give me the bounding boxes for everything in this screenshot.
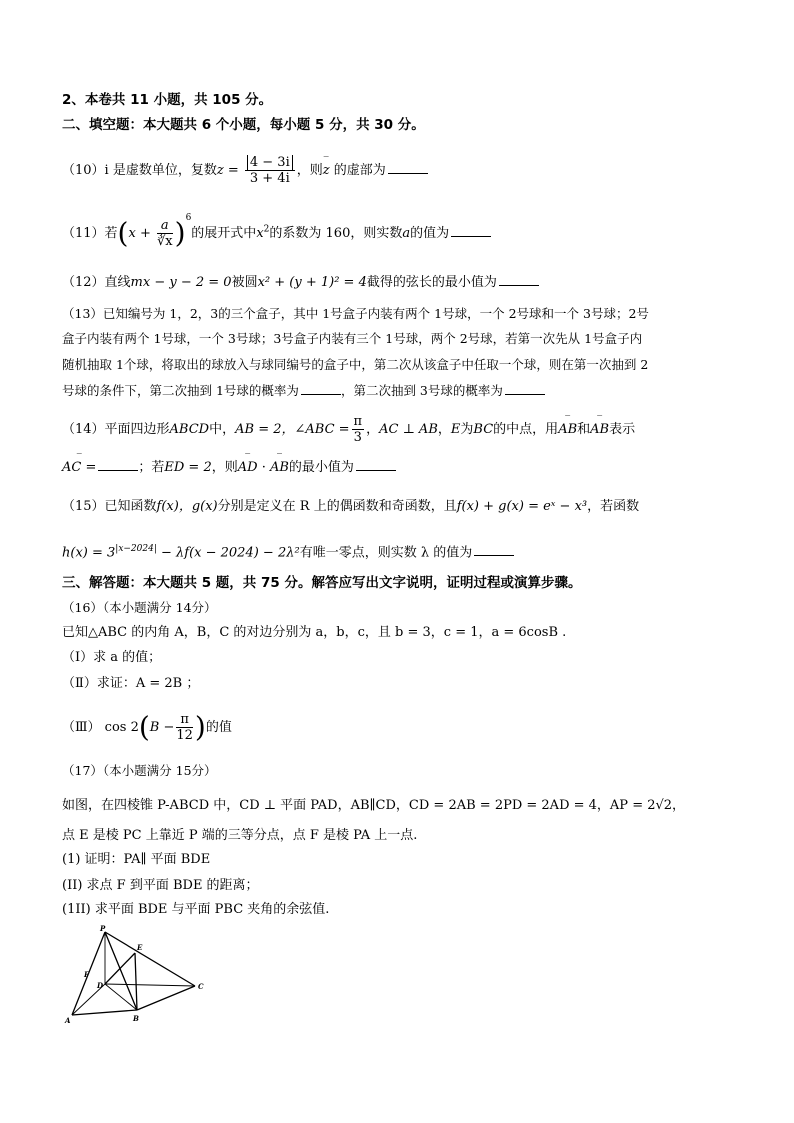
question-16-part2: （Ⅱ）求证：A = 2B ；: [62, 676, 200, 691]
q15-text: （15）已知函数: [62, 499, 157, 514]
q11-sup2: 2: [263, 224, 270, 235]
q14-pi: π: [353, 414, 363, 429]
q16-text-value: 的值: [205, 720, 232, 735]
q11-number: （11）若: [62, 226, 118, 241]
exam-note: 2、本卷共 11 小题，共 105 分。: [62, 92, 273, 108]
q11-paren-open: (: [117, 216, 129, 250]
q11-x2: x: [256, 226, 264, 241]
q14-text-g: 的中点，用: [493, 422, 559, 437]
label-a: A: [65, 1016, 71, 1025]
q12-text3: 截得的弦长的最小值为: [366, 275, 497, 290]
answer-blank: [356, 469, 396, 471]
section-heading-solutions: 三、解答题：本大题共 5 题，共 75 分。解答应写出文字说明，证明过程或演算步骤。: [62, 575, 582, 591]
label-p: P: [100, 924, 106, 933]
q10-text: i 是虚数单位，复数: [104, 163, 217, 178]
q12-circle-eq: x² + (y + 1)² = 4: [257, 275, 367, 290]
q15-h-exponent: |x−2024|: [115, 544, 157, 554]
q10-z: z: [216, 163, 224, 178]
q15-h-def: h(x) = 3: [62, 545, 116, 561]
q14-perp: AC ⊥ AB: [379, 422, 438, 437]
q11-text2: 的系数为 160，则实数: [269, 226, 403, 241]
q14-fraction: [352, 414, 365, 445]
q14-vector-ab2: ‾ AB: [590, 421, 609, 439]
question-17-stem2: 点 E 是棱 PC 上靠近 P 端的三等分点，点 F 是棱 PA 上一点.: [62, 828, 418, 843]
question-16-stem: 已知△ABC 的内角 A，B，C 的对边分别为 a，b，c，且 b = 3，c = 1，a = 6cosB .: [62, 625, 567, 640]
question-17-part1: (1) 证明：PA∥ 平面 BDE: [62, 852, 211, 867]
question-16-head: （16）（本小题满分 14分）: [62, 600, 217, 615]
question-15-line2: [62, 540, 514, 562]
q14-text-h: 和: [577, 422, 591, 437]
answer-blank: [98, 469, 138, 471]
q10-number: （10）: [62, 163, 105, 178]
question-15-line1: [62, 498, 639, 516]
q11-x: x: [128, 226, 136, 241]
label-b: B: [133, 1014, 139, 1023]
q14-bc: BC: [473, 422, 494, 437]
question-10: [62, 155, 428, 186]
q14-abcd: ABCD: [169, 422, 210, 437]
question-11: [62, 212, 491, 250]
q14-e: E: [450, 422, 461, 437]
q16-paren-close: ): [194, 710, 206, 744]
q11-text: 的展开式中: [191, 226, 257, 241]
q14-comma: ，: [366, 422, 380, 437]
pyramid-figure: [60, 922, 210, 1026]
q14-text-b: 中，: [209, 422, 236, 437]
q14-text-l2b: ；若: [138, 460, 165, 475]
q14-text-l2c: ，则: [211, 460, 238, 475]
q10-text3: 的虚部为: [329, 163, 386, 178]
q16-fraction: [176, 712, 193, 743]
q14-ab-angle: AB = 2，∠ABC =: [235, 422, 350, 437]
answer-blank: [505, 393, 545, 395]
question-16-part3: [62, 712, 232, 743]
q16-cos: （Ⅲ） cos 2: [62, 720, 139, 735]
q13-text4a: 号球的条件下，第二次抽到 1号球的概率为: [62, 383, 299, 398]
q11-a: a: [157, 218, 173, 234]
label-c: C: [198, 982, 204, 991]
label-f: F: [84, 970, 89, 979]
q14-comma2: ，: [437, 422, 451, 437]
answer-blank: [451, 235, 491, 237]
question-12: [62, 274, 539, 292]
q10-fraction: [245, 155, 295, 186]
answer-blank: [499, 284, 539, 286]
q16-paren-open: (: [138, 710, 150, 744]
q15-h-rest: − λf(x − 2024) − 2λ²: [156, 545, 300, 561]
q15-text4: 有唯一零点，则实数 λ 的值为: [299, 545, 473, 561]
q14-text-f: 为: [460, 422, 474, 437]
q14-ed: ED = 2: [164, 460, 212, 475]
question-17-part3: (1II) 求平面 BDE 与平面 PBC 夹角的余弦值.: [62, 902, 330, 917]
q14-text-l2d: 的最小值为: [288, 460, 354, 475]
q15-functions: f(x)，g(x): [156, 499, 218, 514]
q14-vector-ab3: ‾ AB: [270, 459, 289, 477]
label-d: D: [97, 981, 104, 990]
q11-a2: a: [402, 226, 411, 241]
question-13-line1: （13）已知编号为 1，2，3的三个盒子，其中 1号盒子内装有两个 1号球，一个 2号球和一个 3号球；2号: [62, 306, 649, 321]
q14-text: （14）平面四边形: [62, 422, 170, 437]
q14-dot: ·: [257, 460, 270, 475]
q14-vector-ad: ‾ AD: [238, 459, 258, 477]
q10-numerator: 4 − 3i: [247, 155, 293, 170]
question-13-line2: 盒子内装有两个 1号球，一个 3号球；3号盒子内装有三个 1号球，两个 2号球，若第一次先从 1号盒子内: [62, 331, 643, 346]
question-16-part1: （Ⅰ）求 a 的值；: [62, 650, 162, 665]
q14-vector-ac: ‾ AC =: [62, 459, 96, 477]
q10-zbar: ‾ z: [323, 162, 330, 180]
answer-blank: [388, 172, 428, 174]
q16-twelve: 12: [176, 728, 193, 743]
question-17-part2: (II) 求点 F 到平面 BDE 的距离；: [62, 878, 259, 893]
section-heading-fill-in: 二、填空题：本大题共 6 个小题，每小题 5 分，共 30 分。: [62, 117, 425, 133]
q14-vector-ab: ‾ AB: [558, 421, 577, 439]
q14-three: 3: [353, 430, 362, 445]
q10-equals: =: [223, 163, 243, 178]
q10-denominator: 3 + 4i: [249, 171, 290, 186]
q11-exponent: 6: [185, 212, 192, 223]
q10-text2: ，则: [296, 163, 323, 178]
q12-text2: 被圆: [231, 275, 258, 290]
question-17-head: （17）（本小题满分 15分）: [62, 763, 217, 778]
question-13-line4: [62, 382, 545, 400]
q15-text2: 分别是定义在 R 上的偶函数和奇函数，且: [217, 499, 457, 514]
question-14-line2: [62, 459, 396, 477]
q11-plus: +: [135, 226, 155, 241]
question-17-stem1: 如图，在四棱锥 P-ABCD 中，CD ⊥ 平面 PAD，AB∥CD，CD = 2AB = 2PD = 2AD = 4，AP = 2√2，: [62, 798, 686, 813]
question-13-line3: 随机抽取 1个球，将取出的球放入与球同编号的盒子中，第二次从该盒子中任取一个球，则在第一次抽到 2: [62, 357, 649, 372]
q16-pi: π: [176, 712, 193, 728]
q15-text3: ，若函数: [587, 499, 640, 514]
q11-fraction: [157, 218, 173, 249]
q16-b-minus: B −: [149, 720, 175, 735]
q14-text-i: 表示: [609, 422, 636, 437]
q11-root: ∛x: [157, 234, 173, 249]
question-14-line1: [62, 414, 635, 445]
q15-sum-eq: f(x) + g(x) = eˣ − x³: [456, 499, 588, 514]
q11-paren-close: ): [174, 216, 186, 250]
q11-text3: 的值为: [410, 226, 450, 241]
q12-text: （12）直线: [62, 275, 131, 290]
q13-text4b: ，第二次抽到 3号球的概率为: [340, 383, 503, 398]
q12-line-eq: mx − y − 2 = 0: [130, 275, 232, 290]
answer-blank: [474, 554, 514, 556]
label-e: E: [137, 943, 143, 952]
answer-blank: [301, 393, 341, 395]
